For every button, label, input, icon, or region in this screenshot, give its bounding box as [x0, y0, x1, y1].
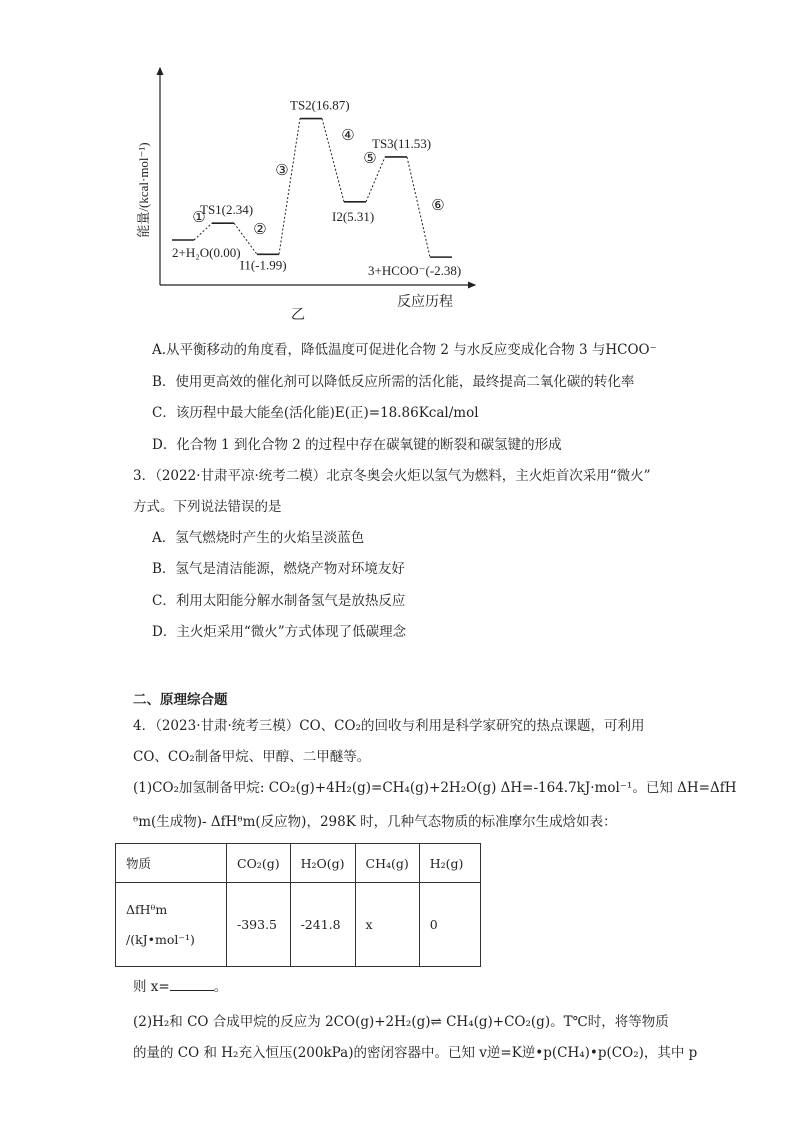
- enthalpy-table: [115, 843, 481, 967]
- table-cell: -393.5: [227, 883, 291, 967]
- energy-connector: [279, 119, 300, 255]
- q4-part1-cont: ᶿm(生成物)- ΔfHᶿm(反应物)，298K 时，几种气态物质的标准摩尔生成焓如表：: [133, 814, 617, 830]
- table-header-cell: H₂O(g): [290, 844, 355, 883]
- energy-connector: [407, 157, 430, 257]
- q3-stem: 3．（2022·甘肃平凉·统考二模）北京冬奥会火炬以氢气为燃料，主火炬首次采用“微火”: [133, 468, 651, 484]
- table-cell: -241.8: [290, 883, 355, 967]
- energy-label: TS2(16.87): [290, 97, 350, 113]
- step-marker: ①: [192, 210, 206, 226]
- energy-label: TS1(2.34): [200, 202, 254, 218]
- x-axis-label: 反应历程: [397, 295, 453, 310]
- table-row-label: [116, 883, 227, 967]
- energy-label: I1(-1.99): [240, 257, 287, 273]
- q4-part2: (2)H₂和 CO 合成甲烷的反应为 2CO(g)+2H₂(g)⇌ CH₄(g)+CO₂(g)。T℃时，将等物质: [133, 1014, 669, 1030]
- row-label-unit: /(kJ•mol⁻¹): [126, 931, 195, 947]
- table-row: [116, 844, 481, 883]
- answer-prefix: 则 x=: [133, 979, 170, 995]
- energy-profile-chart: [120, 40, 500, 330]
- energy-label: TS3(11.53): [372, 135, 432, 151]
- section-title: 二、原理综合题: [133, 692, 228, 708]
- table-row: [116, 883, 481, 967]
- step-marker: ⑤: [363, 151, 377, 167]
- q2-option-d: D．化合物 1 到化合物 2 的过程中存在碳氧键的断裂和碳氢键的形成: [152, 437, 562, 453]
- step-marker: ⑥: [431, 198, 445, 214]
- table-header-cell: H₂(g): [419, 844, 480, 883]
- answer-line: [133, 975, 794, 995]
- answer-blank[interactable]: [170, 978, 214, 991]
- q3-option-b: B．氢气是清洁能源，燃烧产物对环境友好: [152, 561, 405, 577]
- answer-suffix: 。: [213, 979, 228, 995]
- table-header-cell: 物质: [116, 844, 227, 883]
- q3-option-d: D．主火炬采用“微火”方式体现了低碳理念: [152, 624, 407, 640]
- q4-part2-cont: 的量的 CO 和 H₂充入恒压(200kPa)的密闭容器中。已知 v逆=K逆•p(CH₄)•p(CO₂)，其中 p: [133, 1045, 698, 1061]
- q3-option-a: A．氢气燃烧时产生的火焰呈淡蓝色: [152, 530, 365, 546]
- q2-option-b: B．使用更高效的催化剂可以降低反应所需的活化能，最终提高二氧化碳的转化率: [152, 374, 635, 390]
- energy-label: 2+H₂O(0.00): [172, 245, 241, 260]
- q3-option-c: C．利用太阳能分解水制备氢气是放热反应: [152, 593, 406, 609]
- table-header-cell: CH₄(g): [355, 844, 419, 883]
- row-label-symbol: ΔfHᶿm: [126, 901, 168, 917]
- chart-caption: 乙: [291, 308, 305, 323]
- step-marker: ④: [341, 128, 355, 144]
- table-cell: 0: [419, 883, 480, 967]
- q4-stem-cont: CO、CO₂制备甲烷、甲醇、二甲醚等。: [133, 749, 371, 765]
- y-axis-label: 能量/(kcal·mol⁻¹): [136, 142, 151, 238]
- q4-part1: (1)CO₂加氢制备甲烷: CO₂(g)+4H₂(g)=CH₄(g)+2H₂O(g) ΔH=-164.7kJ·mol⁻¹。已知 ΔH=ΔfH: [133, 780, 737, 796]
- q2-option-a: A.从平衡移动的角度看，降低温度可促进化合物 2 与水反应变成化合物 3 与HCOO⁻: [152, 342, 657, 358]
- table-cell: x: [355, 883, 419, 967]
- table-header-cell: CO₂(g): [227, 844, 291, 883]
- q4-stem: 4．（2023·甘肃·统考三模）CO、CO₂的回收与利用是科学家研究的热点课题，可利用: [133, 718, 645, 734]
- energy-label: I2(5.31): [332, 208, 375, 224]
- step-marker: ③: [275, 163, 289, 179]
- q2-option-c: C．该历程中最大能垒(活化能)E(正)=18.86Kcal/mol: [152, 405, 479, 421]
- step-marker: ②: [253, 222, 267, 238]
- q3-stem-cont: 方式。下列说法错误的是: [133, 499, 282, 515]
- energy-label: 3+HCOO⁻(-2.38): [368, 263, 462, 279]
- chart-svg: [120, 40, 500, 330]
